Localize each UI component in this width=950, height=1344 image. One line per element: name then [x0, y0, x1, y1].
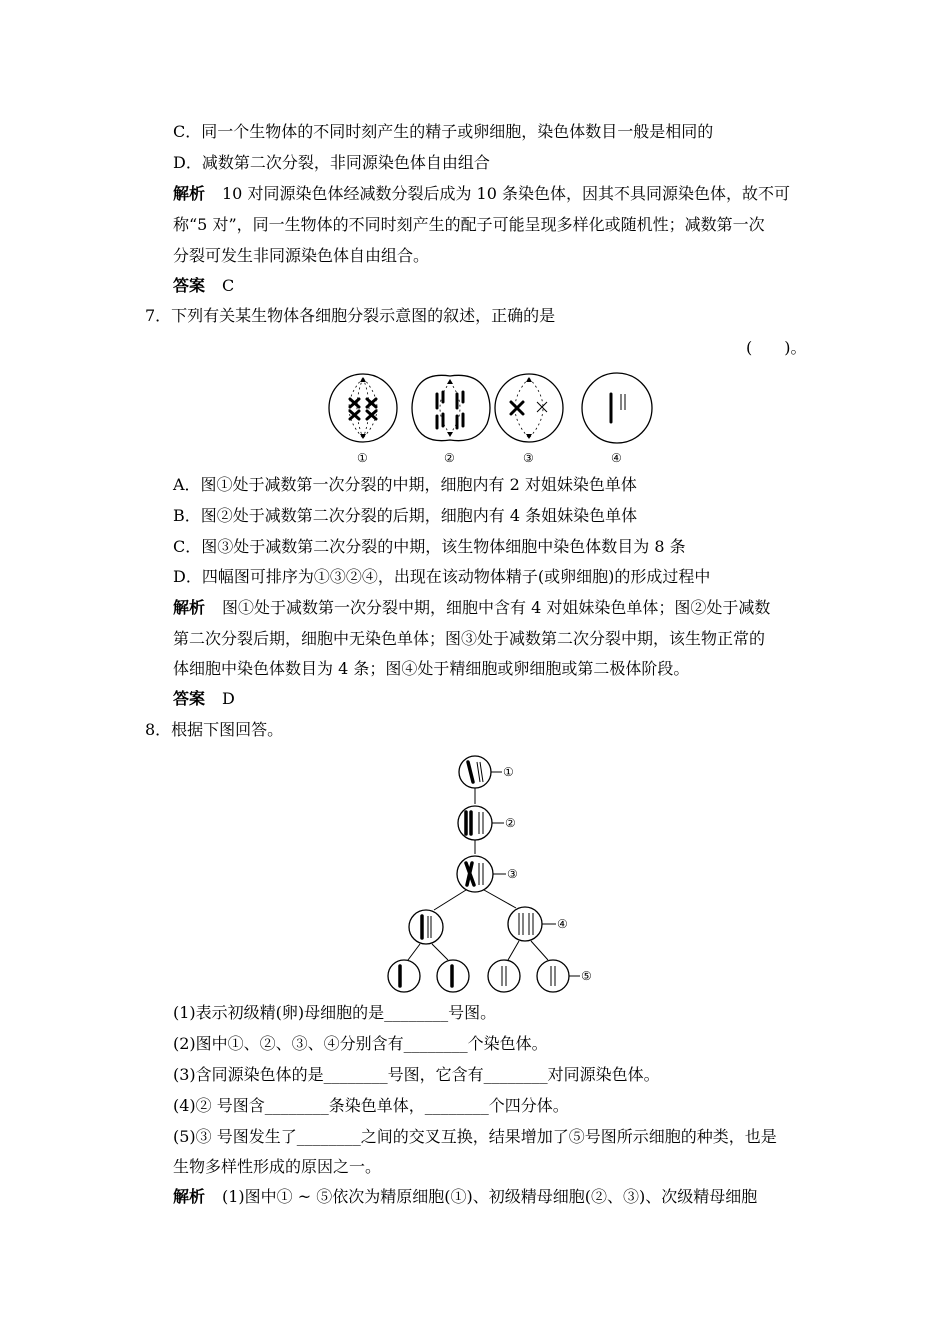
q8-cell-4-left: [409, 910, 443, 944]
q7-cell-2: [412, 375, 490, 440]
q6-option-d: D．减数第二次分裂，非同源染色体自由组合: [173, 153, 490, 172]
q7-option-a: A．图①处于减数第一次分裂的中期，细胞内有 2 对姐妹染色单体: [173, 475, 637, 494]
q8-fig-label-1: ①: [503, 765, 514, 779]
q6-analysis-line-2: 称“5 对”，同一生物体的不同时刻产生的配子可能呈现多样化或随机性；减数第一次: [173, 215, 765, 234]
q7-option-b: B．图②处于减数第二次分裂的后期，细胞内有 4 条姐妹染色单体: [173, 506, 638, 525]
q8-cell-5-a: [388, 960, 420, 992]
q8-fig-label-2: ②: [505, 816, 516, 830]
q7-cell-4: [582, 373, 652, 443]
q7-fig-label-4: ④: [611, 451, 622, 465]
q6-answer-label: 答案: [173, 276, 206, 295]
q7-analysis-label: 解析: [173, 598, 206, 617]
q7-answer-blank: ( )。: [746, 338, 807, 357]
q7-stem: 7．下列有关某生物体各细胞分裂示意图的叙述，正确的是: [145, 306, 556, 325]
q8-cell-1: [459, 756, 491, 788]
q8-cell-5-d: [537, 960, 569, 992]
q8-subquestion-1: (1)表示初级精(卵)母细胞的是________号图。: [173, 1003, 497, 1022]
q7-analysis-line-2: 第二次分裂后期，细胞中无染色单体；图③处于减数第二次分裂中期，该生物正常的: [173, 629, 766, 648]
q6-answer: C: [222, 276, 235, 295]
q8-cell-3: [457, 856, 493, 892]
q8-subquestion-5-line-2: 生物多样性形成的原因之一。: [173, 1157, 382, 1176]
q7-cell-3: [495, 374, 563, 442]
q8-analysis-line-1: (1)图中① ~ ⑤依次为精原细胞(①)、初级精母细胞(②、③)、次级精母细胞: [222, 1187, 758, 1206]
q7-option-c: C．图③处于减数第二次分裂的中期，该生物体细胞中染色体数目为 8 条: [173, 537, 686, 556]
q8-fig-label-3: ③: [507, 867, 518, 881]
q8-subquestion-2: (2)图中①、②、③、④分别含有________个染色体。: [173, 1034, 548, 1053]
q8-cell-5-c: [488, 960, 520, 992]
q7-cell-1: [329, 374, 397, 442]
q7-cell-division-figure: [325, 370, 660, 470]
q7-answer-label: 答案: [173, 689, 206, 708]
q6-analysis-label: 解析: [173, 184, 206, 203]
q8-subquestion-5-line-1: (5)③ 号图发生了________之间的交叉互换，结果增加了⑤号图所示细胞的种类，也是: [173, 1127, 777, 1146]
q8-cell-2: [458, 806, 492, 840]
q7-analysis-line-1: 图①处于减数第一次分裂中期，细胞中含有 4 对姐妹染色单体；图②处于减数: [222, 598, 771, 617]
q8-cell-4-right: [508, 907, 542, 941]
q8-stem: 8．根据下图回答。: [145, 720, 284, 739]
q7-option-d: D．四幅图可排序为①③②④，出现在该动物体精子(或卵细胞)的形成过程中: [173, 567, 711, 586]
q8-fig-label-4: ④: [557, 917, 568, 931]
q6-analysis-line-3: 分裂可发生非同源染色体自由组合。: [173, 246, 430, 265]
q6-option-c: C．同一个生物体的不同时刻产生的精子或卵细胞，染色体数目一般是相同的: [173, 122, 714, 141]
q8-meiosis-figure: [380, 750, 600, 995]
q7-answer: D: [222, 689, 235, 708]
q7-analysis-line-3: 体细胞中染色体数目为 4 条；图④处于精细胞或卵细胞或第二极体阶段。: [173, 659, 690, 678]
q7-fig-label-1: ①: [357, 451, 368, 465]
q8-subquestion-3: (3)含同源染色体的是________号图，它含有________对同源染色体。: [173, 1065, 660, 1084]
q7-fig-label-2: ②: [444, 451, 455, 465]
q7-fig-label-3: ③: [523, 451, 534, 465]
q8-fig-label-5: ⑤: [581, 969, 592, 983]
q8-subquestion-4: (4)② 号图含________条染色单体，________个四分体。: [173, 1096, 569, 1115]
q6-analysis-line-1: 10 对同源染色体经减数分裂后成为 10 条染色体，因其不具同源染色体，故不可: [222, 184, 790, 203]
q8-analysis-label: 解析: [173, 1187, 206, 1206]
